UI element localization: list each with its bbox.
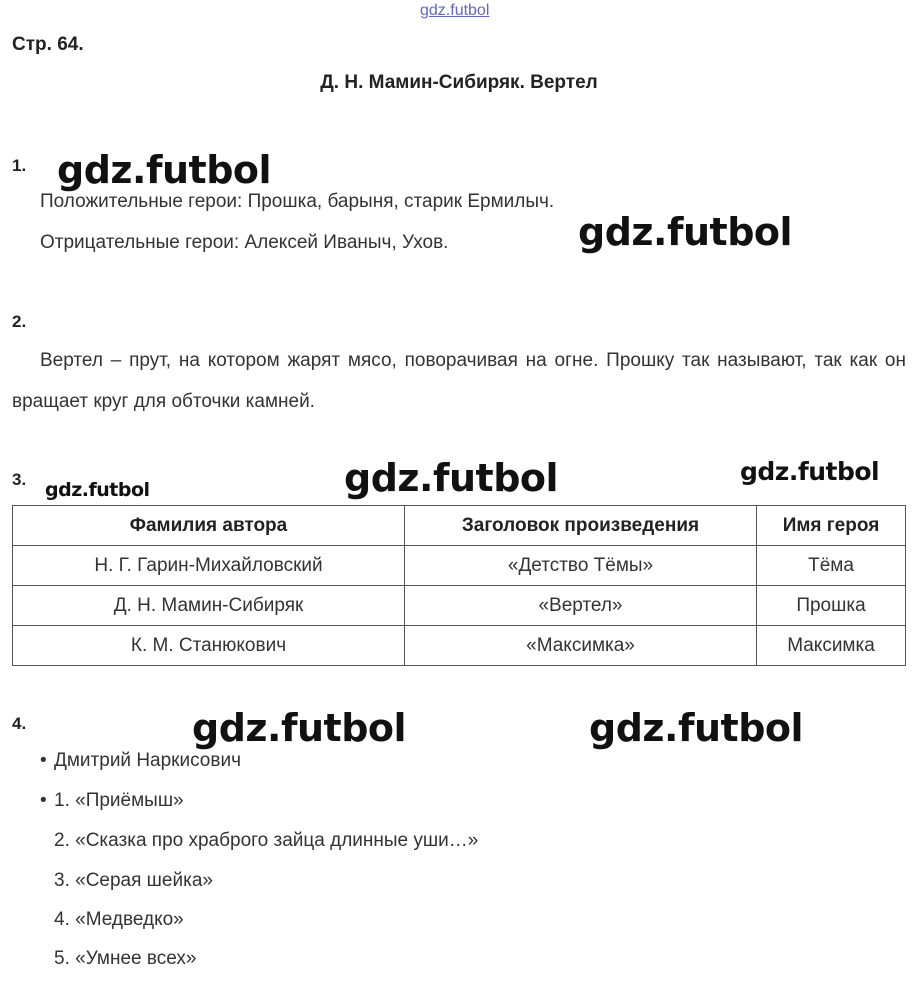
question-2-number: 2.	[12, 312, 27, 331]
table-row	[13, 546, 906, 586]
watermark: gdz.futbol	[740, 457, 880, 486]
page-title: Д. Н. Мамин-Сибиряк. Вертел	[320, 72, 598, 93]
question-1-number: 1.	[12, 156, 27, 175]
watermark: gdz.futbol	[578, 210, 793, 254]
hero-cell: Тёма	[757, 546, 906, 586]
watermark: gdz.futbol	[192, 706, 407, 750]
work-title: 1. «Приёмыш»	[54, 790, 184, 811]
watermark: gdz.futbol	[344, 456, 559, 500]
work-title: 4. «Медведко»	[54, 909, 184, 930]
work-title: 5. «Умнее всех»	[54, 948, 197, 969]
table-row	[13, 626, 906, 666]
patronymic-text: Дмитрий Наркисович	[54, 750, 241, 771]
work-cell: «Детство Тёмы»	[405, 546, 757, 586]
bullet: •	[40, 750, 47, 771]
column-header-hero: Имя героя	[757, 506, 906, 546]
question-3-number: 3.	[12, 470, 27, 489]
question-4-number: 4.	[12, 714, 27, 733]
work-title: 3. «Серая шейка»	[54, 870, 213, 891]
work-title: 2. «Сказка про храброго зайца длинные уши…»	[54, 830, 479, 851]
negative-heroes-text: Отрицательные герои: Алексей Иваныч, Ухов.	[40, 232, 449, 253]
watermark: gdz.futbol	[45, 479, 150, 501]
column-header-work: Заголовок произведения	[405, 506, 757, 546]
hero-cell: Максимка	[757, 626, 906, 666]
page-number-label: Стр. 64.	[12, 34, 84, 55]
list-item	[40, 790, 184, 812]
site-link[interactable]: gdz.futbol	[420, 2, 490, 19]
question-2-answer: Вертел – прут, на котором жарят мясо, поворачивая на огне. Прошку так называют, так как он вращает круг для обточки камней.	[12, 350, 906, 412]
bullet: •	[40, 790, 47, 811]
column-header-author: Фамилия автора	[13, 506, 405, 546]
positive-heroes-text: Положительные герои: Прошка, барыня, старик Ермилыч.	[40, 191, 555, 212]
table-header-row	[13, 506, 906, 546]
watermark: gdz.futbol	[589, 706, 804, 750]
authors-table	[12, 505, 906, 666]
list-item	[40, 750, 241, 772]
table-row	[13, 586, 906, 626]
work-cell: «Максимка»	[405, 626, 757, 666]
hero-cell: Прошка	[757, 586, 906, 626]
watermark: gdz.futbol	[57, 148, 272, 192]
work-cell: «Вертел»	[405, 586, 757, 626]
author-cell: Д. Н. Мамин-Сибиряк	[13, 586, 405, 626]
author-cell: Н. Г. Гарин-Михайловский	[13, 546, 405, 586]
author-cell: К. М. Станюкович	[13, 626, 405, 666]
